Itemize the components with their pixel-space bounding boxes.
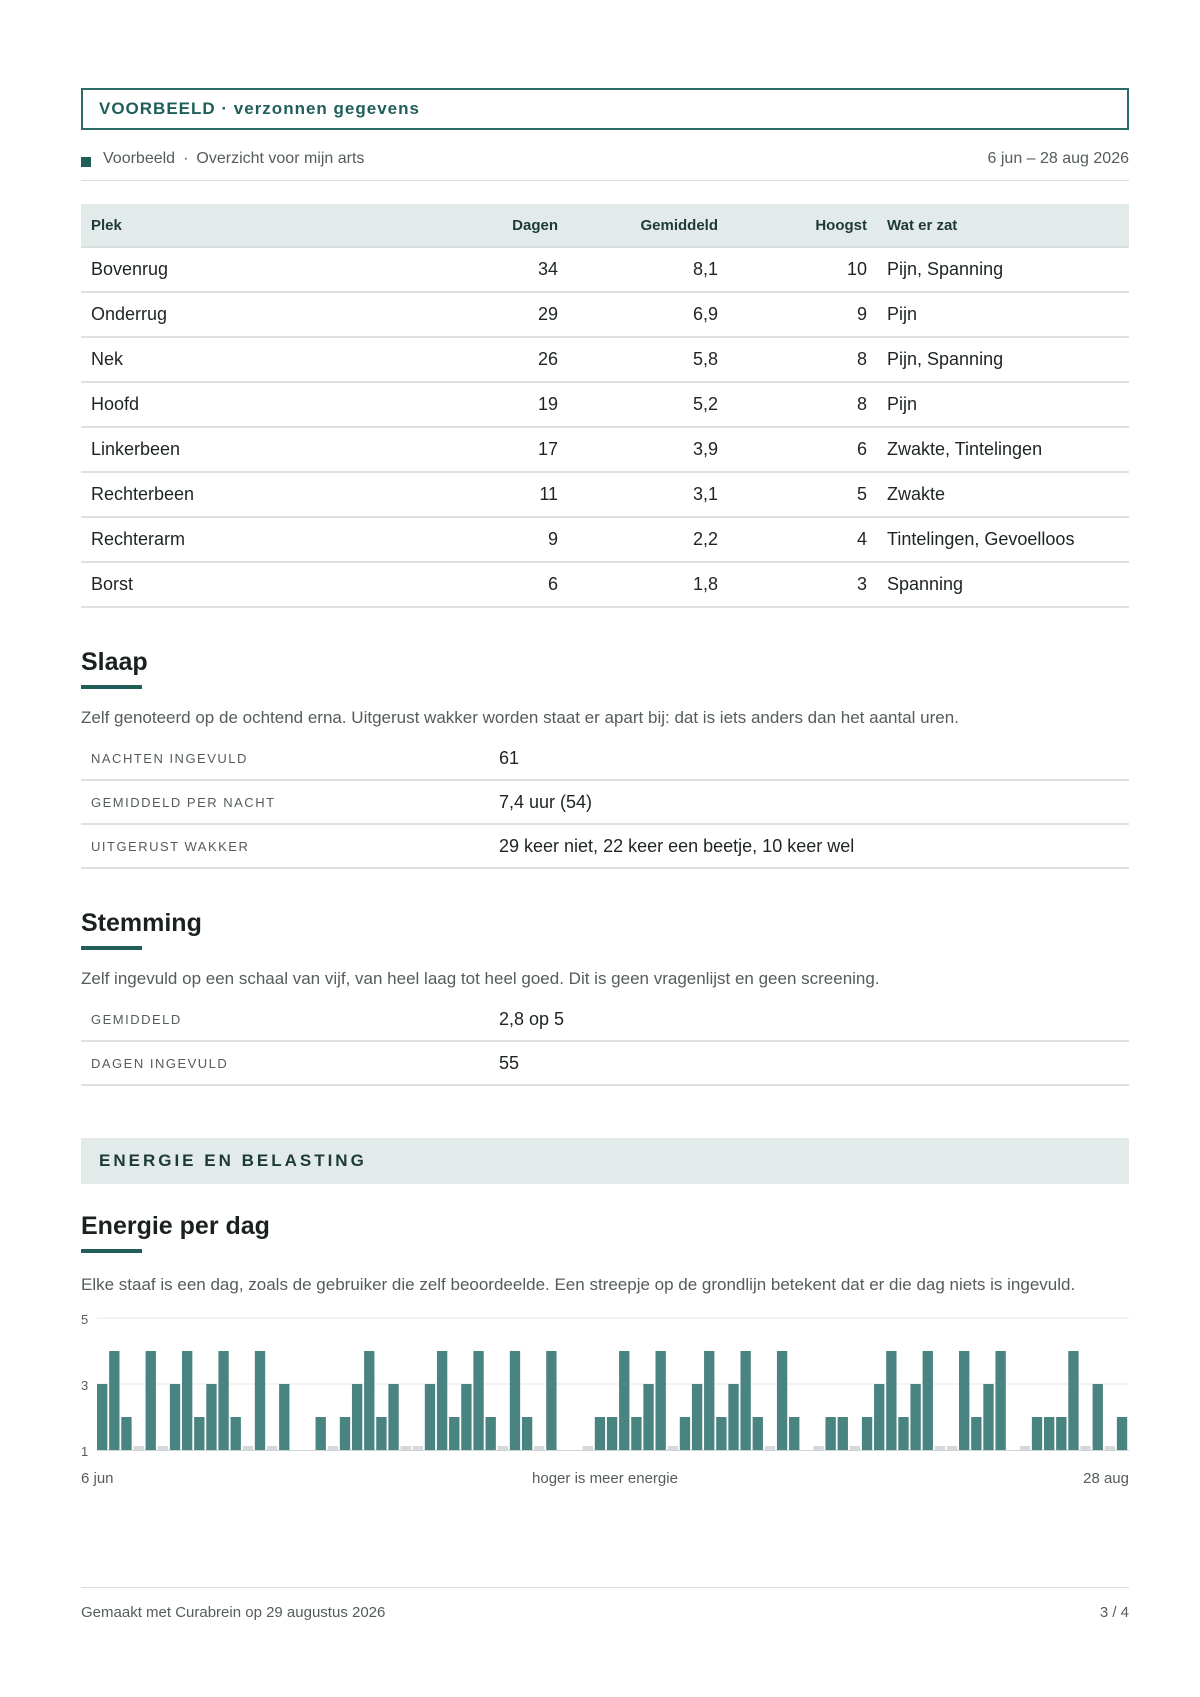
table-cell: 9 (728, 292, 877, 337)
energy-bar (995, 1351, 1005, 1450)
stat-row (81, 781, 1129, 825)
energy-bar (449, 1417, 459, 1450)
missing-day-mark (1080, 1446, 1090, 1450)
table-row (81, 247, 1129, 292)
table-cell: 8 (728, 337, 877, 382)
energy-bar (170, 1384, 180, 1450)
energy-bar (655, 1351, 665, 1450)
table-cell: Zwakte (877, 472, 1129, 517)
document-meta: Voorbeeld · Overzicht voor mijn arts 6 jun – 28 aug 2026 (81, 144, 1129, 181)
sample-data-banner: VOORBEELD · verzonnen gegevens (81, 88, 1129, 130)
missing-day-mark (935, 1446, 945, 1450)
y-tick-label: 1 (81, 1444, 89, 1459)
table-cell: 11 (441, 472, 568, 517)
stat-value: 7,4 uur (54) (499, 791, 593, 812)
meta-label: Voorbeeld (103, 150, 176, 167)
stat-label: GEMIDDELD (91, 1011, 182, 1027)
table-cell: 3 (728, 562, 877, 607)
stat-label: DAGEN INGEVULD (91, 1055, 229, 1071)
energy-bar (777, 1351, 787, 1450)
energy-bar (255, 1351, 265, 1450)
energy-bar (910, 1384, 920, 1450)
sleep-stats (81, 737, 1129, 869)
energy-bar (789, 1417, 799, 1450)
table-cell: Pijn, Spanning (877, 337, 1129, 382)
energy-bar (716, 1417, 726, 1450)
stat-value: 2,8 op 5 (499, 1008, 565, 1029)
energy-bar (279, 1384, 289, 1450)
table-row (81, 427, 1129, 472)
page-footer (81, 1587, 1129, 1621)
stat-value: 55 (499, 1052, 520, 1073)
table-cell: 6,9 (568, 292, 728, 337)
sleep-section (81, 648, 1129, 869)
energy-bar (461, 1384, 471, 1450)
table-row (81, 337, 1129, 382)
square-icon (81, 157, 91, 167)
table-cell: Pijn, Spanning (877, 247, 1129, 292)
energy-bar (1093, 1384, 1103, 1450)
table-cell: Rechterarm (81, 517, 441, 562)
section-title: Slaap (81, 648, 148, 676)
table-header-row (81, 204, 1129, 247)
energy-bar (898, 1417, 908, 1450)
x-end-label: 28 aug (1083, 1470, 1129, 1487)
energy-bar (316, 1417, 326, 1450)
missing-day-mark (1020, 1446, 1030, 1450)
table-cell: Bovenrug (81, 247, 441, 292)
table-row (81, 562, 1129, 607)
table-cell: 4 (728, 517, 877, 562)
energy-bar (522, 1417, 532, 1450)
title-underline (81, 946, 142, 950)
energy-section (81, 1212, 1129, 1492)
table-cell: 2,2 (568, 517, 728, 562)
energy-bar (607, 1417, 617, 1450)
energy-bar (1117, 1417, 1127, 1450)
missing-day-mark (401, 1446, 411, 1450)
energy-bar (692, 1384, 702, 1450)
energy-bar (886, 1351, 896, 1450)
energy-bar (728, 1384, 738, 1450)
table-cell: Rechterbeen (81, 472, 441, 517)
missing-day-mark (498, 1446, 508, 1450)
table-cell: 17 (441, 427, 568, 472)
energy-bar (680, 1417, 690, 1450)
title-underline (81, 1249, 142, 1253)
energy-bar (825, 1417, 835, 1450)
places-table (81, 204, 1129, 608)
energy-bar (643, 1384, 653, 1450)
x-start-label: 6 jun (81, 1470, 114, 1487)
mood-stats (81, 998, 1129, 1086)
table-cell: 3,1 (568, 472, 728, 517)
stat-value: 29 keer niet, 22 keer een beetje, 10 keer wel (499, 835, 855, 856)
col-header-plek: Plek (81, 204, 441, 247)
date-range: 6 jun – 28 aug 2026 (987, 150, 1129, 167)
section-description: Zelf ingevuld op een schaal van vijf, van heel laag tot heel goed. Dit is geen vragenlijst en geen screening. (81, 969, 880, 988)
energy-bar (473, 1351, 483, 1450)
col-header-hoogst: Hoogst (728, 204, 877, 247)
missing-day-mark (1105, 1446, 1115, 1450)
energy-bar (97, 1384, 107, 1450)
table-cell: Onderrug (81, 292, 441, 337)
energy-bar (619, 1351, 629, 1450)
title-underline (81, 685, 142, 689)
energy-bar (425, 1384, 435, 1450)
energy-bar (146, 1351, 156, 1450)
energy-bar (1068, 1351, 1078, 1450)
energy-bar (631, 1417, 641, 1450)
missing-day-mark (947, 1446, 957, 1450)
page-number: 3 / 4 (1099, 1604, 1129, 1621)
stat-value: 61 (499, 747, 520, 768)
energy-bar (352, 1384, 362, 1450)
x-axis-label: hoger is meer energie (532, 1470, 678, 1487)
stat-row (81, 998, 1129, 1042)
missing-day-mark (850, 1446, 860, 1450)
energy-bar (983, 1384, 993, 1450)
energy-bar (194, 1417, 204, 1450)
table-cell: 34 (441, 247, 568, 292)
energy-bar (231, 1417, 241, 1450)
table-cell: Tintelingen, Gevoelloos (877, 517, 1129, 562)
col-header-gemiddeld: Gemiddeld (568, 204, 728, 247)
table-cell: 6 (441, 562, 568, 607)
table-row (81, 472, 1129, 517)
missing-day-mark (534, 1446, 544, 1450)
section-band: ENERGIE EN BELASTING (81, 1138, 1129, 1184)
table-cell: 9 (441, 517, 568, 562)
energy-bar (486, 1417, 496, 1450)
table-cell: 29 (441, 292, 568, 337)
table-cell: 5,8 (568, 337, 728, 382)
energy-bar (704, 1351, 714, 1450)
energy-bar (510, 1351, 520, 1450)
energy-bar (182, 1351, 192, 1450)
stat-row (81, 825, 1129, 869)
energy-bar (340, 1417, 350, 1450)
table-row (81, 382, 1129, 427)
energy-bar (862, 1417, 872, 1450)
energy-bar (364, 1351, 374, 1450)
stat-row (81, 737, 1129, 781)
energy-bar (218, 1351, 228, 1450)
missing-day-mark (413, 1446, 423, 1450)
missing-day-mark (813, 1446, 823, 1450)
energy-bar (753, 1417, 763, 1450)
missing-day-mark (267, 1446, 277, 1450)
y-tick-label: 5 (81, 1312, 89, 1327)
energy-bar (971, 1417, 981, 1450)
energy-bar (595, 1417, 605, 1450)
energy-bar (121, 1417, 131, 1450)
table-cell: 10 (728, 247, 877, 292)
table-cell: 5 (728, 472, 877, 517)
energy-bar (1032, 1417, 1042, 1450)
energy-bar (740, 1351, 750, 1450)
stat-label: GEMIDDELD PER NACHT (91, 794, 276, 810)
table-cell: 8 (728, 382, 877, 427)
y-tick-label: 3 (81, 1378, 89, 1393)
table-cell: Pijn (877, 382, 1129, 427)
table-cell: Hoofd (81, 382, 441, 427)
section-title: Energie per dag (81, 1212, 270, 1240)
table-cell: Pijn (877, 292, 1129, 337)
energy-bar (388, 1384, 398, 1450)
missing-day-mark (668, 1446, 678, 1450)
energy-bar (923, 1351, 933, 1450)
section-description: Elke staaf is een dag, zoals de gebruiker die zelf beoordeelde. Een streepje op de grondlijn betekent dat er die dag niets is ingevuld. (81, 1275, 1076, 1294)
meta-subtitle: Overzicht voor mijn arts (196, 150, 365, 167)
table-cell: 8,1 (568, 247, 728, 292)
stat-label: UITGERUST WAKKER (91, 838, 250, 854)
table-cell: 26 (441, 337, 568, 382)
table-cell: 6 (728, 427, 877, 472)
missing-day-mark (133, 1446, 143, 1450)
energy-chart (81, 1312, 1129, 1492)
mood-section (81, 909, 1129, 1086)
missing-day-mark (243, 1446, 253, 1450)
table-cell: 3,9 (568, 427, 728, 472)
energy-bar (437, 1351, 447, 1450)
energy-bar (546, 1351, 556, 1450)
missing-day-mark (765, 1446, 775, 1450)
missing-day-mark (328, 1446, 338, 1450)
table-row (81, 517, 1129, 562)
table-cell: 5,2 (568, 382, 728, 427)
table-row (81, 292, 1129, 337)
energy-bar (109, 1351, 119, 1450)
footer-generated-by: Gemaakt met Curabrein op 29 augustus 2026 (81, 1604, 386, 1621)
missing-day-mark (158, 1446, 168, 1450)
stat-row (81, 1042, 1129, 1086)
section-description: Zelf genoteerd op de ochtend erna. Uitgerust wakker worden staat er apart bij: dat is iets anders dan het aantal uren. (81, 708, 959, 727)
stat-label: NACHTEN INGEVULD (91, 750, 248, 766)
energy-bar (838, 1417, 848, 1450)
table-cell: Borst (81, 562, 441, 607)
energy-bar (376, 1417, 386, 1450)
col-header-dagen: Dagen (441, 204, 568, 247)
col-header-wat-er-zat: Wat er zat (877, 204, 1129, 247)
section-title: Stemming (81, 909, 202, 937)
energy-bar (1056, 1417, 1066, 1450)
missing-day-mark (583, 1446, 593, 1450)
table-cell: Zwakte, Tintelingen (877, 427, 1129, 472)
energy-bar (206, 1384, 216, 1450)
energy-bar (874, 1384, 884, 1450)
energy-bar (959, 1351, 969, 1450)
table-cell: Spanning (877, 562, 1129, 607)
energy-bar (1044, 1417, 1054, 1450)
table-cell: 19 (441, 382, 568, 427)
table-cell: Nek (81, 337, 441, 382)
table-cell: 1,8 (568, 562, 728, 607)
table-cell: Linkerbeen (81, 427, 441, 472)
energy-bars-svg (81, 1312, 1129, 1462)
